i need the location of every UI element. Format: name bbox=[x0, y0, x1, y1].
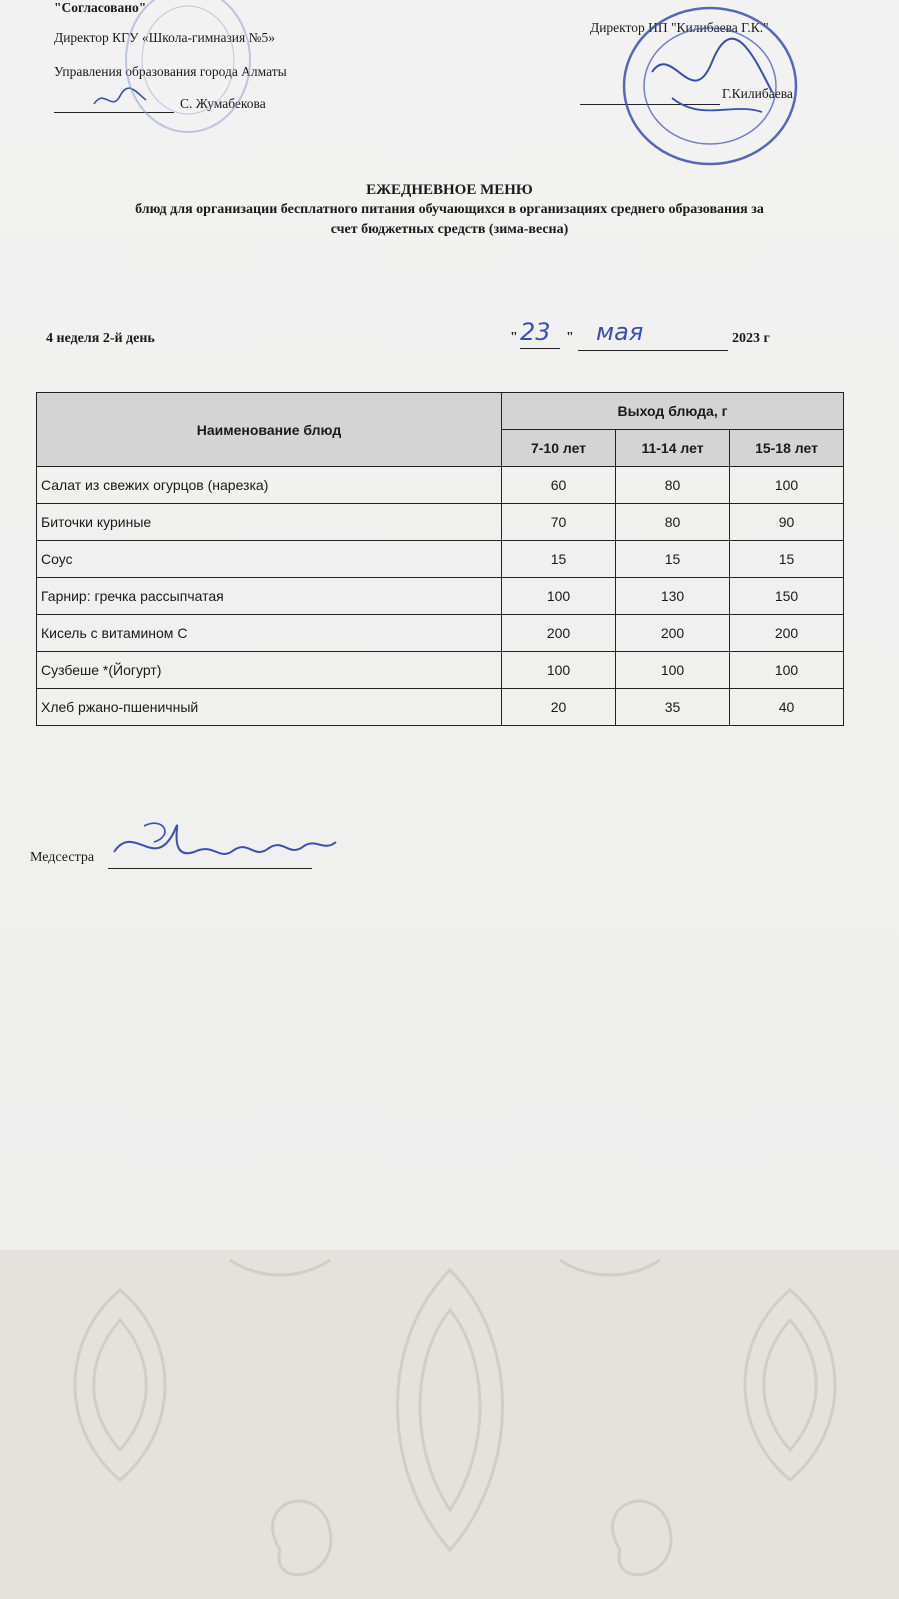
portion-11-14: 35 bbox=[616, 689, 730, 726]
dish-name: Хлеб ржано-пшеничный bbox=[37, 689, 502, 726]
dish-name: Салат из свежих огурцов (нарезка) bbox=[37, 467, 502, 504]
menu-title: ЕЖЕДНЕВНОЕ МЕНЮ bbox=[366, 182, 533, 198]
date-month: мая bbox=[596, 318, 644, 346]
table-row bbox=[37, 467, 844, 504]
dish-name: Гарнир: гречка рассыпчатая bbox=[37, 578, 502, 615]
background-tablecloth bbox=[0, 1250, 899, 1599]
menu-table bbox=[36, 392, 844, 726]
portion-15-18: 200 bbox=[730, 615, 844, 652]
table-header-row bbox=[37, 393, 844, 430]
portion-7-10: 15 bbox=[502, 541, 616, 578]
date-day-line bbox=[520, 348, 560, 349]
portion-15-18: 150 bbox=[730, 578, 844, 615]
date-month-line bbox=[578, 350, 728, 351]
portion-7-10: 200 bbox=[502, 615, 616, 652]
portion-15-18: 15 bbox=[730, 541, 844, 578]
table-row bbox=[37, 541, 844, 578]
dish-name: Кисель с витамином С bbox=[37, 615, 502, 652]
agreed-label: "Согласовано" bbox=[54, 0, 147, 15]
portion-11-14: 15 bbox=[616, 541, 730, 578]
column-header-age-11-14: 11-14 лет bbox=[616, 430, 730, 467]
dish-name: Сузбеше *(Йогурт) bbox=[37, 652, 502, 689]
date-close-quote: " bbox=[566, 330, 574, 345]
left-director-position: Директор КГУ «Школа-гимназия №5» bbox=[54, 30, 275, 45]
portion-7-10: 100 bbox=[502, 652, 616, 689]
nurse-signature-icon bbox=[104, 812, 344, 876]
table-row bbox=[37, 578, 844, 615]
portion-7-10: 20 bbox=[502, 689, 616, 726]
dish-name: Соус bbox=[37, 541, 502, 578]
portion-11-14: 80 bbox=[616, 504, 730, 541]
right-director-position: Директор ИП "Килибаева Г.К." bbox=[590, 20, 769, 35]
portion-15-18: 40 bbox=[730, 689, 844, 726]
portion-11-14: 100 bbox=[616, 652, 730, 689]
portion-11-14: 200 bbox=[616, 615, 730, 652]
portion-15-18: 100 bbox=[730, 652, 844, 689]
portion-11-14: 80 bbox=[616, 467, 730, 504]
table-row bbox=[37, 504, 844, 541]
table-row bbox=[37, 652, 844, 689]
column-header-age-15-18: 15-18 лет bbox=[730, 430, 844, 467]
week-day-label: 4 неделя 2-й день bbox=[46, 331, 155, 346]
table-row bbox=[37, 615, 844, 652]
column-header-dish: Наименование блюд bbox=[37, 393, 502, 467]
portion-15-18: 90 bbox=[730, 504, 844, 541]
right-stamp-icon bbox=[612, 2, 808, 170]
left-director-name: С. Жумабекова bbox=[180, 96, 266, 111]
portion-15-18: 100 bbox=[730, 467, 844, 504]
column-header-output: Выход блюда, г bbox=[502, 393, 844, 430]
column-header-age-7-10: 7-10 лет bbox=[502, 430, 616, 467]
date-day: 23 bbox=[520, 318, 551, 346]
menu-subtitle-line2: счет бюджетных средств (зима-весна) bbox=[330, 222, 569, 237]
nurse-label: Медсестра bbox=[30, 850, 95, 865]
portion-7-10: 70 bbox=[502, 504, 616, 541]
date-open-quote: " bbox=[510, 330, 518, 345]
date-year: 2023 г bbox=[732, 331, 770, 346]
portion-7-10: 60 bbox=[502, 467, 616, 504]
table-row bbox=[37, 689, 844, 726]
dish-name: Биточки куриные bbox=[37, 504, 502, 541]
left-department: Управления образования города Алматы bbox=[54, 64, 287, 79]
left-stamp-icon bbox=[118, 0, 258, 140]
portion-11-14: 130 bbox=[616, 578, 730, 615]
portion-7-10: 100 bbox=[502, 578, 616, 615]
ornament-pattern-icon bbox=[0, 1250, 899, 1599]
right-director-name: Г.Килибаева bbox=[722, 86, 793, 101]
menu-subtitle-line1: блюд для организации бесплатного питания обучающихся в организациях среднего образования за bbox=[135, 202, 764, 217]
